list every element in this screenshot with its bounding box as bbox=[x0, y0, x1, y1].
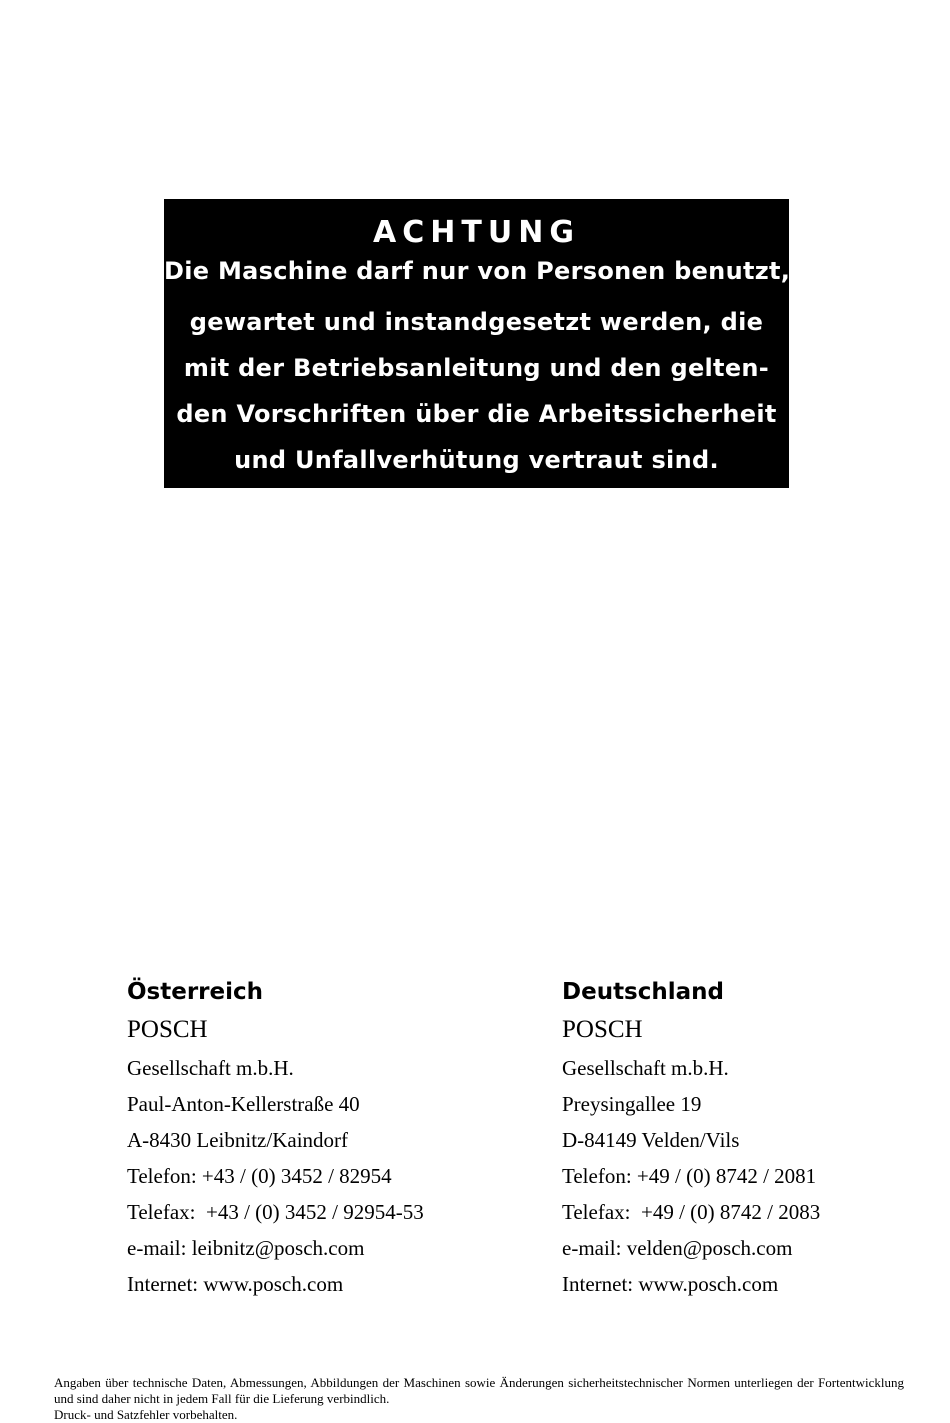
phone-number: Telefon: +49 / (0) 8742 / 2081 bbox=[562, 1164, 817, 1188]
country-heading: Deutschland bbox=[562, 979, 724, 1005]
legal-form: Gesellschaft m.b.H. bbox=[127, 1056, 294, 1080]
warning-line: mit der Betriebsanleitung und den gelten- bbox=[183, 354, 770, 382]
email-address: e-mail: velden@posch.com bbox=[562, 1236, 793, 1260]
website: Internet: www.posch.com bbox=[562, 1272, 779, 1296]
legal-form: Gesellschaft m.b.H. bbox=[562, 1056, 729, 1080]
footer-disclaimer bbox=[54, 1375, 904, 1423]
warning-line: den Vorschriften über die Arbeitssicherheit bbox=[176, 400, 777, 428]
country-heading: Österreich bbox=[127, 979, 264, 1005]
company-name: POSCH bbox=[127, 1016, 208, 1043]
website: Internet: www.posch.com bbox=[127, 1272, 344, 1296]
contact-germany bbox=[562, 974, 820, 1302]
city-address: A-8430 Leibnitz/Kaindorf bbox=[127, 1128, 349, 1152]
contact-austria bbox=[127, 974, 424, 1302]
fax-number: Telefax: +43 / (0) 3452 / 92954-53 bbox=[127, 1200, 424, 1224]
fax-number: Telefax: +49 / (0) 8742 / 2083 bbox=[562, 1200, 821, 1224]
email-address: e-mail: leibnitz@posch.com bbox=[127, 1236, 365, 1260]
street-address: Paul-Anton-Kellerstraße 40 bbox=[127, 1092, 360, 1116]
company-name: POSCH bbox=[562, 1016, 643, 1043]
disclaimer-text: Angaben über technische Daten, Abmessungen, Abbildungen der Maschinen sowie Änderungen sicherheitstechnischer Normen unterliegen der Fortentwicklung und sind daher nicht in jedem Fall für die Lieferung verbindlich. bbox=[54, 1375, 904, 1406]
phone-number: Telefon: +43 / (0) 3452 / 82954 bbox=[127, 1164, 392, 1188]
errata-text: Druck- und Satzfehler vorbehalten. bbox=[54, 1407, 238, 1422]
warning-line: gewartet und instandgesetzt werden, die bbox=[189, 308, 764, 336]
city-address: D-84149 Velden/Vils bbox=[562, 1128, 740, 1152]
warning-title: ACHTUNG bbox=[373, 215, 580, 250]
warning-box bbox=[164, 199, 789, 488]
warning-line: Die Maschine darf nur von Personen benutzt, bbox=[164, 257, 791, 285]
street-address: Preysingallee 19 bbox=[562, 1092, 702, 1116]
warning-line: und Unfallverhütung vertraut sind. bbox=[234, 446, 719, 474]
